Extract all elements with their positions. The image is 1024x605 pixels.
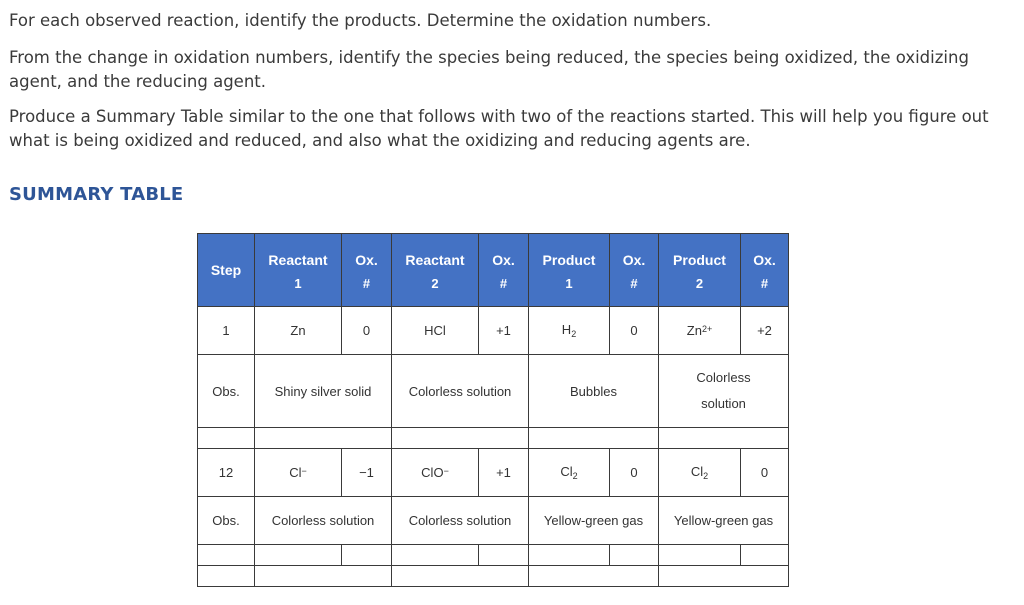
ox-3-cell: 0 — [610, 307, 659, 355]
reactant-2-cell: HCl — [392, 307, 479, 355]
blank-cell — [342, 545, 392, 566]
blank-cell — [392, 545, 479, 566]
obs-product-1-cell: Yellow-green gas — [529, 497, 659, 545]
summary-table-heading: SUMMARY TABLE — [9, 184, 184, 205]
obs-label-cell: Obs. — [198, 497, 255, 545]
header-product-2: Product 2 — [659, 234, 741, 307]
table-row-blank — [198, 428, 789, 449]
table-row-blank — [198, 566, 789, 587]
reactant-1-cell: Zn — [255, 307, 342, 355]
ox-1-cell: 0 — [342, 307, 392, 355]
table-row-step-1 — [198, 307, 789, 355]
blank-cell — [255, 545, 342, 566]
blank-cell — [479, 545, 529, 566]
product-2-cell: $Zn^{2+}$ — [659, 307, 741, 355]
blank-cell — [659, 566, 789, 587]
ox-4-cell: +2 — [741, 307, 789, 355]
product-1-cell: $H_2$ — [529, 307, 610, 355]
header-reactant-1: Reactant 1 — [255, 234, 342, 307]
blank-cell — [529, 566, 659, 587]
obs-reactant-1-cell: Colorless solution — [255, 497, 392, 545]
product-2-cell: $Cl_2$ — [659, 449, 741, 497]
blank-cell — [198, 428, 255, 449]
blank-cell — [255, 566, 392, 587]
ox-2-cell: +1 — [479, 449, 529, 497]
obs-product-1-cell: Bubbles — [529, 355, 659, 428]
header-ox-2: Ox. # — [479, 234, 529, 307]
blank-cell — [392, 566, 529, 587]
reactant-1-cell: Cl− — [255, 449, 342, 497]
product-1-cell: $Cl_2$ — [529, 449, 610, 497]
header-ox-3: Ox. # — [610, 234, 659, 307]
blank-cell — [255, 428, 392, 449]
header-ox-1: Ox. # — [342, 234, 392, 307]
blank-cell — [610, 545, 659, 566]
blank-cell — [529, 428, 659, 449]
table-row-blank — [198, 545, 789, 566]
instruction-paragraph-2: From the change in oxidation numbers, identify the species being reduced, the species being oxidized, the oxidizing agent, and the reducing agent. — [9, 48, 969, 91]
blank-cell — [741, 545, 789, 566]
obs-label-cell: Obs. — [198, 355, 255, 428]
obs-product-2-cell: Yellow-green gas — [659, 497, 789, 545]
ox-2-cell: +1 — [479, 307, 529, 355]
obs-reactant-2-cell: Colorless solution — [392, 355, 529, 428]
ox-3-cell: 0 — [610, 449, 659, 497]
blank-cell — [392, 428, 529, 449]
table-row-obs-2 — [198, 497, 789, 545]
header-ox-4: Ox. # — [741, 234, 789, 307]
header-reactant-2: Reactant 2 — [392, 234, 479, 307]
table-row-obs-1 — [198, 355, 789, 428]
blank-cell — [529, 545, 610, 566]
instruction-paragraph-1: For each observed reaction, identify the products. Determine the oxidation numbers. — [9, 11, 712, 30]
blank-cell — [198, 545, 255, 566]
summary-table — [197, 233, 789, 587]
table-row-step-12 — [198, 449, 789, 497]
obs-product-2-cell: Colorless solution — [659, 355, 789, 428]
header-step: Step — [198, 234, 255, 307]
blank-cell — [659, 545, 741, 566]
reactant-2-cell: ClO− — [392, 449, 479, 497]
ox-4-cell: 0 — [741, 449, 789, 497]
instruction-paragraph-3: Produce a Summary Table similar to the one that follows with two of the reactions started. This will help you figure out what is being oxidized and reduced, and also what the oxidizing and reducing agents are. — [9, 107, 989, 150]
step-cell: 12 — [198, 449, 255, 497]
blank-cell — [659, 428, 789, 449]
header-row — [198, 234, 789, 307]
step-cell: 1 — [198, 307, 255, 355]
obs-reactant-2-cell: Colorless solution — [392, 497, 529, 545]
blank-cell — [198, 566, 255, 587]
obs-reactant-1-cell: Shiny silver solid — [255, 355, 392, 428]
ox-1-cell: −1 — [342, 449, 392, 497]
header-product-1: Product 1 — [529, 234, 610, 307]
